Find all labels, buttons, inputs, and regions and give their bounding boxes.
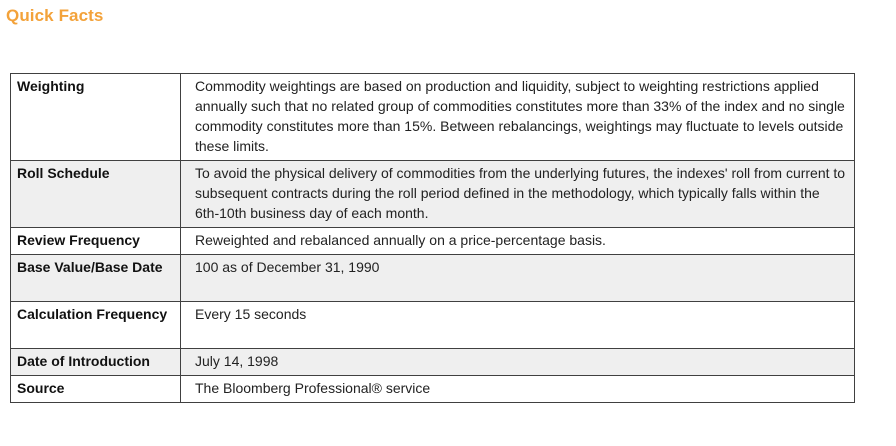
row-value-roll-schedule: To avoid the physical delivery of commodities from the underlying futures, the indexes' roll from current to subsequent contracts during the roll period defined in the methodology, which typically falls within the 6th-10th business day of each month. (181, 161, 855, 228)
table-row (11, 349, 855, 376)
row-value-calculation-frequency: Every 15 seconds (181, 302, 855, 349)
row-label-date-of-introduction: Date of Introduction (11, 349, 181, 376)
row-value-review-frequency: Reweighted and rebalanced annually on a price-percentage basis. (181, 228, 855, 255)
row-label-roll-schedule: Roll Schedule (11, 161, 181, 228)
row-label-review-frequency: Review Frequency (11, 228, 181, 255)
row-label-calculation-frequency: Calculation Frequency (11, 302, 181, 349)
row-value-base-value: 100 as of December 31, 1990 (181, 255, 855, 302)
table-row (11, 376, 855, 403)
row-label-base-value: Base Value/Base Date (11, 255, 181, 302)
row-label-weighting: Weighting (11, 74, 181, 161)
quick-facts-table (10, 73, 855, 403)
table-row (11, 74, 855, 161)
row-value-date-of-introduction: July 14, 1998 (181, 349, 855, 376)
page-title: Quick Facts (6, 6, 104, 25)
table-row (11, 302, 855, 349)
row-value-source: The Bloomberg Professional® service (181, 376, 855, 403)
row-value-weighting: Commodity weightings are based on production and liquidity, subject to weighting restrictions applied annually such that no related group of commodities constitutes more than 33% of the index and no single commodity constitutes more than 15%. Between rebalancings, weightings may fluctuate to levels outside these limits. (181, 74, 855, 161)
table-row (11, 255, 855, 302)
table-row (11, 228, 855, 255)
row-label-source: Source (11, 376, 181, 403)
table-row (11, 161, 855, 228)
